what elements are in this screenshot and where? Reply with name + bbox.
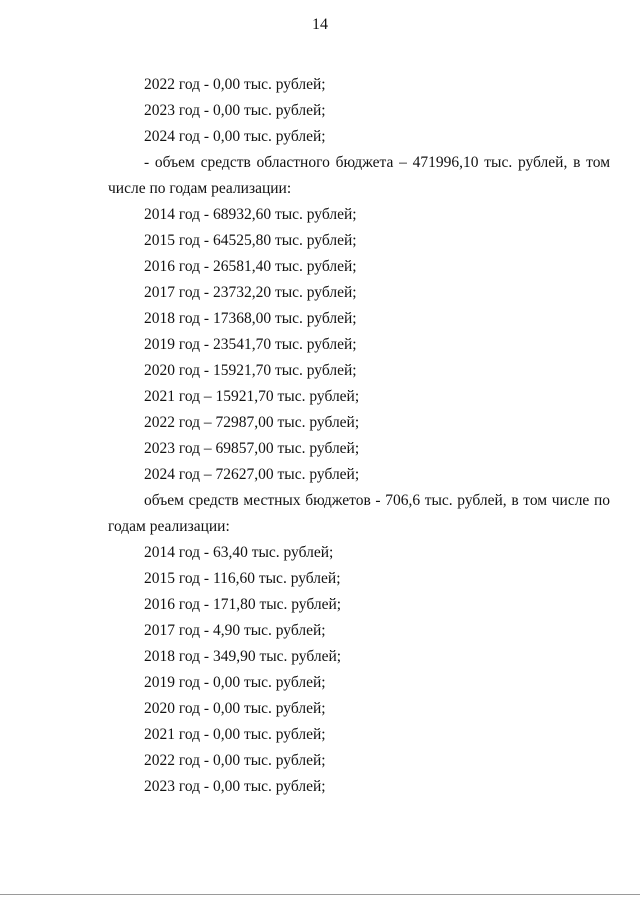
budget-line: 2022 год – 72987,00 тыс. рублей;	[144, 414, 360, 431]
paragraph-local-budget: объем средств местных бюджетов - 706,6 тыс. рублей, в том числе по	[144, 492, 610, 509]
budget-line: 2018 год - 349,90 тыс. рублей;	[144, 648, 342, 665]
budget-line: 2016 год - 171,80 тыс. рублей;	[144, 596, 342, 613]
budget-line: 2017 год - 4,90 тыс. рублей;	[144, 622, 326, 639]
budget-line: 2021 год - 0,00 тыс. рублей;	[144, 726, 326, 743]
budget-line: 2018 год - 17368,00 тыс. рублей;	[144, 310, 357, 327]
budget-line: 2023 год - 0,00 тыс. рублей;	[144, 778, 326, 795]
paragraph-continuation: числе по годам реализации:	[108, 180, 292, 197]
document-body	[108, 72, 610, 800]
budget-line: 2023 год - 0,00 тыс. рублей;	[144, 102, 326, 119]
budget-line: 2017 год - 23732,20 тыс. рублей;	[144, 284, 357, 301]
page-bottom-edge	[0, 894, 640, 895]
budget-line: 2022 год - 0,00 тыс. рублей;	[144, 76, 326, 93]
budget-line: 2014 год - 68932,60 тыс. рублей;	[144, 206, 357, 223]
budget-line: 2016 год - 26581,40 тыс. рублей;	[144, 258, 357, 275]
budget-line: 2015 год - 64525,80 тыс. рублей;	[144, 232, 357, 249]
budget-line: 2020 год - 0,00 тыс. рублей;	[144, 700, 326, 717]
budget-line: 2014 год - 63,40 тыс. рублей;	[144, 544, 334, 561]
budget-line: 2022 год - 0,00 тыс. рублей;	[144, 752, 326, 769]
paragraph-regional-budget: - объем средств областного бюджета – 471996,10 тыс. рублей, в том	[144, 154, 610, 171]
budget-line: 2023 год – 69857,00 тыс. рублей;	[144, 440, 360, 457]
budget-line: 2021 год – 15921,70 тыс. рублей;	[144, 388, 360, 405]
page-number: 14	[312, 16, 328, 33]
budget-line: 2019 год - 0,00 тыс. рублей;	[144, 674, 326, 691]
budget-line: 2020 год - 15921,70 тыс. рублей;	[144, 362, 357, 379]
budget-line: 2019 год - 23541,70 тыс. рублей;	[144, 336, 357, 353]
paragraph-continuation: годам реализации:	[108, 518, 230, 535]
budget-line: 2015 год - 116,60 тыс. рублей;	[144, 570, 341, 587]
budget-line: 2024 год - 0,00 тыс. рублей;	[144, 128, 326, 145]
budget-line: 2024 год – 72627,00 тыс. рублей;	[144, 466, 360, 483]
